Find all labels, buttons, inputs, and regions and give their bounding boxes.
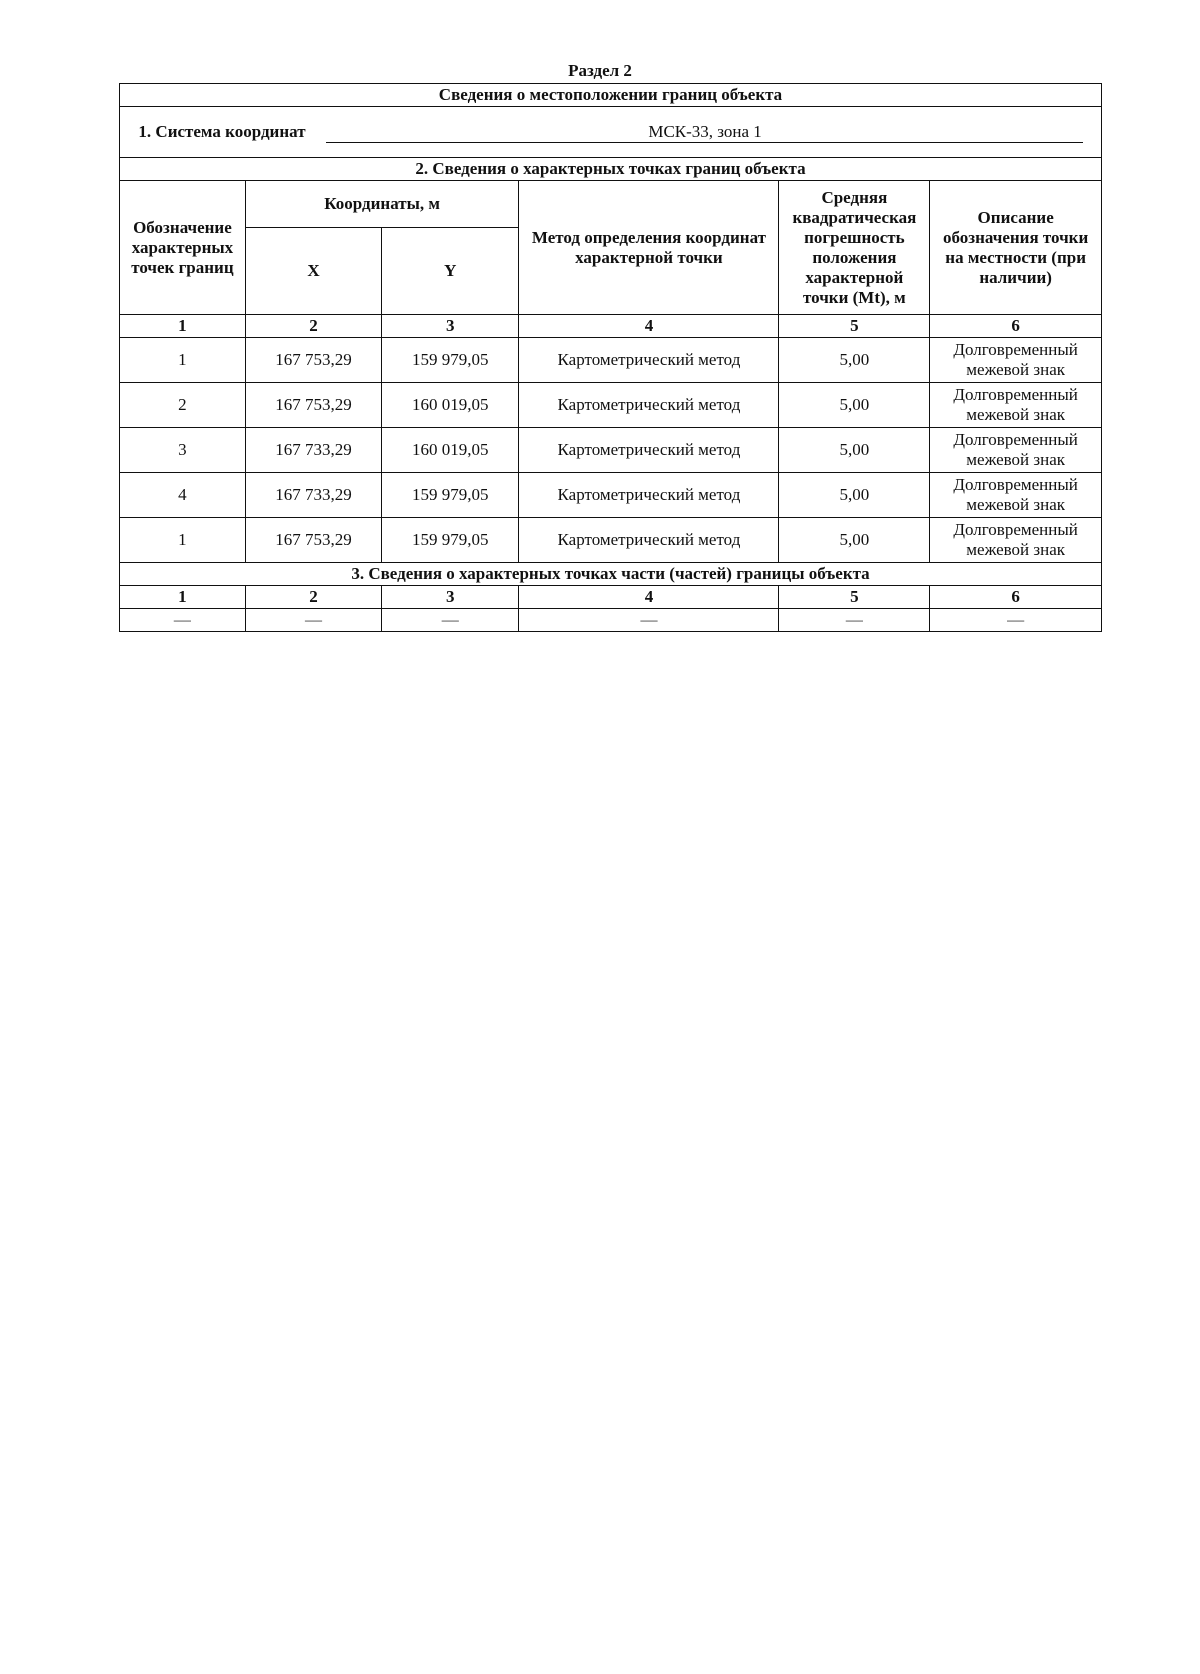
table-row	[120, 428, 1102, 473]
coordinate-x: 167 753,29	[245, 383, 381, 428]
column-number-row	[120, 315, 1102, 338]
method-cell: Картометрический метод	[519, 338, 779, 383]
parts-section-title: 3. Сведения о характерных точках части (частей) границы объекта	[120, 563, 1102, 586]
empty-dash: —	[120, 609, 246, 632]
table-row	[120, 338, 1102, 383]
method-cell: Картометрический метод	[519, 383, 779, 428]
error-cell: 5,00	[779, 338, 930, 383]
empty-dash: —	[382, 609, 519, 632]
point-number: 1	[120, 338, 246, 383]
column-number: 3	[382, 586, 519, 609]
method-cell: Картометрический метод	[519, 518, 779, 563]
coordinate-system-cell	[120, 107, 1102, 158]
coordinate-x: 167 733,29	[245, 428, 381, 473]
header-coordinates: Координаты, м	[245, 181, 519, 228]
table-row	[120, 473, 1102, 518]
column-number: 6	[930, 315, 1102, 338]
point-number: 3	[120, 428, 246, 473]
column-number: 6	[930, 586, 1102, 609]
description-cell: Долговременный межевой знак	[930, 428, 1102, 473]
error-cell: 5,00	[779, 473, 930, 518]
section-title: Раздел 2	[568, 61, 632, 80]
table-title: Сведения о местоположении границ объекта	[120, 84, 1102, 107]
error-cell: 5,00	[779, 518, 930, 563]
description-cell: Долговременный межевой знак	[930, 473, 1102, 518]
coordinate-system-value: МСК-33, зона 1	[326, 122, 1083, 143]
coordinate-y: 159 979,05	[382, 338, 519, 383]
header-x: X	[245, 228, 381, 315]
method-cell: Картометрический метод	[519, 473, 779, 518]
column-number: 5	[779, 315, 930, 338]
header-description: Описание обозначения точки на местности (при наличии)	[930, 181, 1102, 315]
coordinate-x: 167 753,29	[245, 518, 381, 563]
empty-dash: —	[930, 609, 1102, 632]
empty-parts-row	[120, 609, 1102, 632]
column-number: 1	[120, 586, 246, 609]
header-error: Средняя квадратическая погрешность положения характерной точки (Mt), м	[779, 181, 930, 315]
boundary-info-table	[119, 83, 1102, 632]
empty-dash: —	[519, 609, 779, 632]
coordinate-y: 159 979,05	[382, 473, 519, 518]
column-number: 2	[245, 315, 381, 338]
parts-column-number-row	[120, 586, 1102, 609]
point-number: 4	[120, 473, 246, 518]
column-number: 3	[382, 315, 519, 338]
description-cell: Долговременный межевой знак	[930, 338, 1102, 383]
header-method: Метод определения координат характерной точки	[519, 181, 779, 315]
column-number: 4	[519, 315, 779, 338]
coordinate-y: 160 019,05	[382, 428, 519, 473]
header-designation: Обозначение характерных точек границ	[120, 181, 246, 315]
description-cell: Долговременный межевой знак	[930, 383, 1102, 428]
error-cell: 5,00	[779, 383, 930, 428]
column-number: 4	[519, 586, 779, 609]
coordinate-x: 167 733,29	[245, 473, 381, 518]
empty-dash: —	[245, 609, 381, 632]
column-number: 1	[120, 315, 246, 338]
empty-dash: —	[779, 609, 930, 632]
header-y: Y	[382, 228, 519, 315]
table-row	[120, 518, 1102, 563]
coordinate-x: 167 753,29	[245, 338, 381, 383]
column-number: 2	[245, 586, 381, 609]
column-number: 5	[779, 586, 930, 609]
coordinate-y: 159 979,05	[382, 518, 519, 563]
coordinate-system-label: 1. Система координат	[138, 121, 306, 141]
points-section-title: 2. Сведения о характерных точках границ объекта	[120, 158, 1102, 181]
point-number: 1	[120, 518, 246, 563]
error-cell: 5,00	[779, 428, 930, 473]
description-cell: Долговременный межевой знак	[930, 518, 1102, 563]
method-cell: Картометрический метод	[519, 428, 779, 473]
point-number: 2	[120, 383, 246, 428]
table-row	[120, 383, 1102, 428]
coordinate-y: 160 019,05	[382, 383, 519, 428]
